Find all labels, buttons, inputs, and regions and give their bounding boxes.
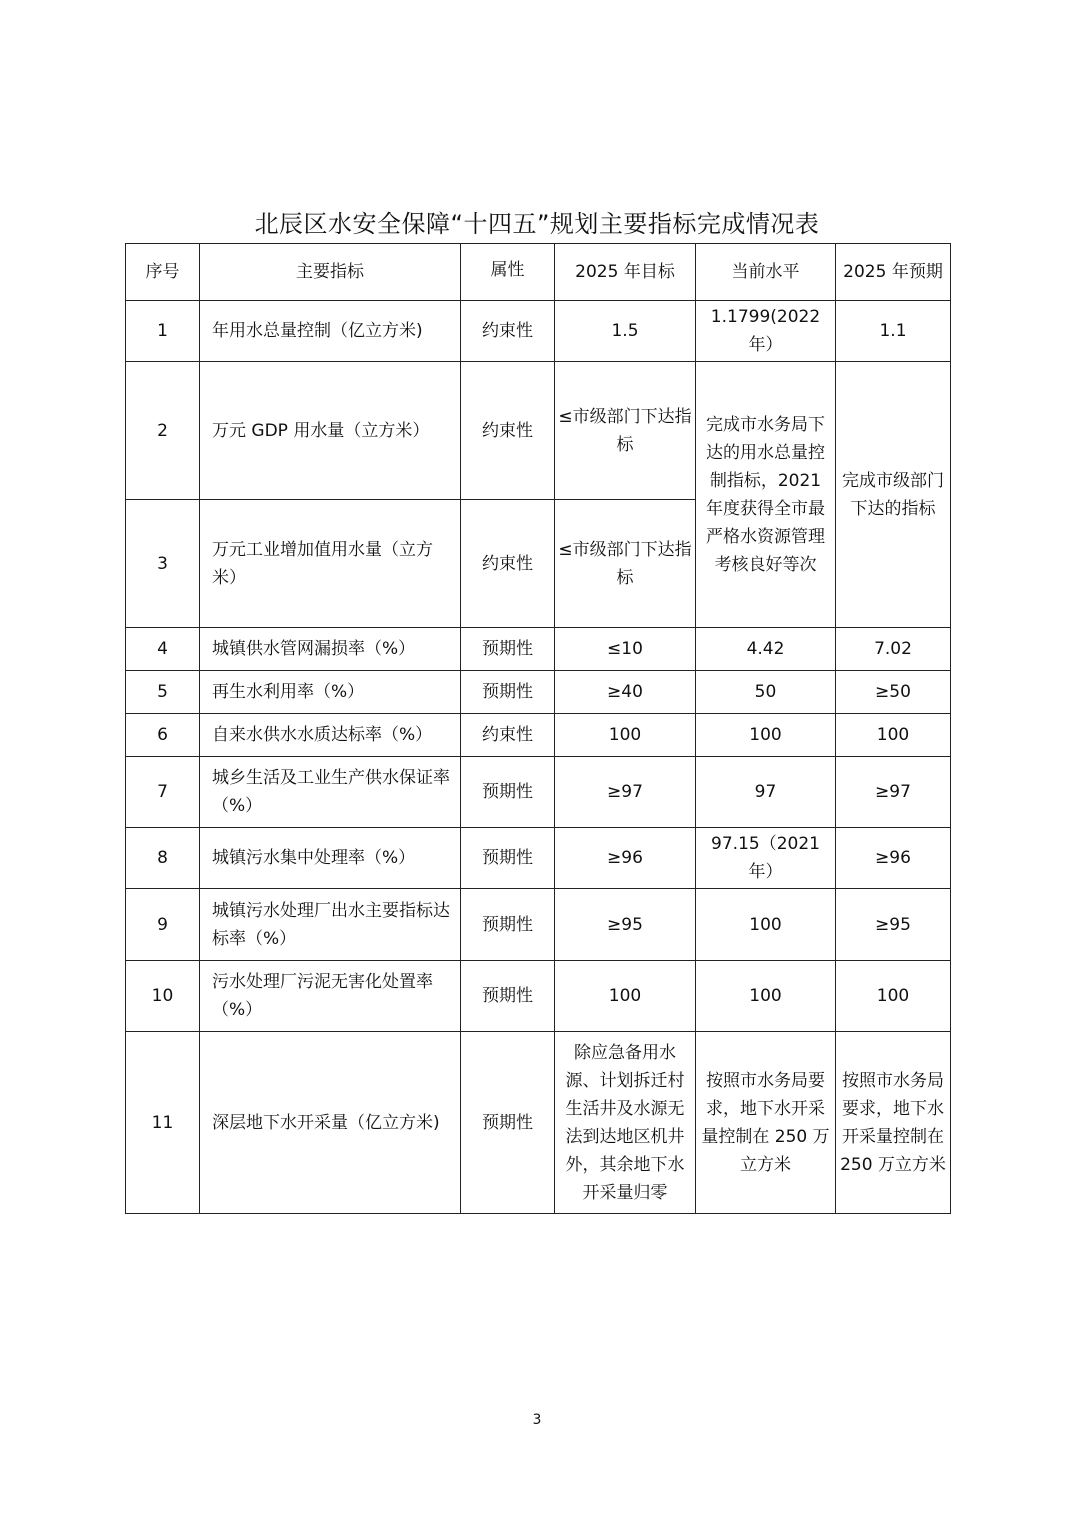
table-row (126, 628, 951, 671)
indicator-cell: 年用水总量控制（亿立方米) (200, 301, 461, 362)
current-cell: 50 (696, 671, 836, 714)
table-row (126, 301, 951, 362)
seq-cell: 5 (126, 671, 200, 714)
indicator-cell: 再生水利用率（%） (200, 671, 461, 714)
target-cell: ≥95 (555, 889, 696, 961)
table-row (126, 1032, 951, 1214)
attribute-cell: 约束性 (461, 500, 555, 628)
expected-cell: 7.02 (836, 628, 951, 671)
table-row (126, 961, 951, 1032)
table-title: 北辰区水安全保障“十四五”规划主要指标完成情况表 (254, 210, 820, 238)
header-attribute: 属性 (461, 244, 555, 301)
current-cell: 4.42 (696, 628, 836, 671)
table-row (126, 828, 951, 889)
expected-cell: ≥96 (836, 828, 951, 889)
table-row (126, 889, 951, 961)
expected-merged-cell: 完成市级部门下达的指标 (836, 362, 951, 628)
seq-cell: 7 (126, 757, 200, 828)
page-number: 3 (532, 1412, 542, 1428)
attribute-cell: 预期性 (461, 828, 555, 889)
target-cell: ≤10 (555, 628, 696, 671)
header-current: 当前水平 (696, 244, 836, 301)
current-cell: 100 (696, 961, 836, 1032)
attribute-cell: 预期性 (461, 961, 555, 1032)
header-expected-2025: 2025 年预期 (836, 244, 951, 301)
seq-cell: 11 (126, 1032, 200, 1214)
target-cell: 除应急备用水源、计划拆迁村生活井及水源无法到达地区机井外，其余地下水开采量归零 (555, 1032, 696, 1214)
indicator-cell: 城镇污水处理厂出水主要指标达标率（%） (200, 889, 461, 961)
target-cell: ≥96 (555, 828, 696, 889)
seq-cell: 10 (126, 961, 200, 1032)
current-cell: 100 (696, 714, 836, 757)
indicator-cell: 城镇供水管网漏损率（%） (200, 628, 461, 671)
expected-cell: 100 (836, 961, 951, 1032)
attribute-cell: 预期性 (461, 757, 555, 828)
indicator-cell: 深层地下水开采量（亿立方米) (200, 1032, 461, 1214)
indicator-cell: 万元 GDP 用水量（立方米） (200, 362, 461, 500)
target-cell: 1.5 (555, 301, 696, 362)
attribute-cell: 预期性 (461, 889, 555, 961)
attribute-cell: 预期性 (461, 671, 555, 714)
attribute-cell: 约束性 (461, 362, 555, 500)
seq-cell: 4 (126, 628, 200, 671)
indicator-cell: 万元工业增加值用水量（立方米） (200, 500, 461, 628)
expected-cell: ≥97 (836, 757, 951, 828)
header-indicator: 主要指标 (200, 244, 461, 301)
header-target-2025: 2025 年目标 (555, 244, 696, 301)
indicator-cell: 城乡生活及工业生产供水保证率（%） (200, 757, 461, 828)
table-row (126, 362, 951, 500)
attribute-cell: 预期性 (461, 628, 555, 671)
expected-cell: 按照市水务局要求，地下水开采量控制在 250 万立方米 (836, 1032, 951, 1214)
header-seq: 序号 (126, 244, 200, 301)
current-merged-cell: 完成市水务局下达的用水总量控制指标，2021 年度获得全市最严格水资源管理考核良好等次 (696, 362, 836, 628)
current-cell: 100 (696, 889, 836, 961)
target-cell: ≥97 (555, 757, 696, 828)
seq-cell: 6 (126, 714, 200, 757)
indicator-cell: 城镇污水集中处理率（%） (200, 828, 461, 889)
indicator-cell: 污水处理厂污泥无害化处置率（%） (200, 961, 461, 1032)
seq-cell: 8 (126, 828, 200, 889)
seq-cell: 1 (126, 301, 200, 362)
header-row (126, 244, 951, 301)
indicator-table (125, 243, 951, 1214)
current-cell: 1.1799(2022 年） (696, 301, 836, 362)
expected-cell: ≥95 (836, 889, 951, 961)
table-row (126, 714, 951, 757)
expected-cell: 100 (836, 714, 951, 757)
seq-cell: 9 (126, 889, 200, 961)
attribute-cell: 预期性 (461, 1032, 555, 1214)
attribute-cell: 约束性 (461, 714, 555, 757)
target-cell: 100 (555, 961, 696, 1032)
seq-cell: 2 (126, 362, 200, 500)
attribute-cell: 约束性 (461, 301, 555, 362)
table-row (126, 757, 951, 828)
expected-cell: 1.1 (836, 301, 951, 362)
current-cell: 97 (696, 757, 836, 828)
expected-cell: ≥50 (836, 671, 951, 714)
target-cell: ≥40 (555, 671, 696, 714)
current-cell: 97.15（2021 年） (696, 828, 836, 889)
table-row (126, 671, 951, 714)
seq-cell: 3 (126, 500, 200, 628)
indicator-cell: 自来水供水水质达标率（%） (200, 714, 461, 757)
target-cell: 100 (555, 714, 696, 757)
target-cell: ≤市级部门下达指标 (555, 362, 696, 500)
current-cell: 按照市水务局要求，地下水开采量控制在 250 万立方米 (696, 1032, 836, 1214)
target-cell: ≤市级部门下达指标 (555, 500, 696, 628)
